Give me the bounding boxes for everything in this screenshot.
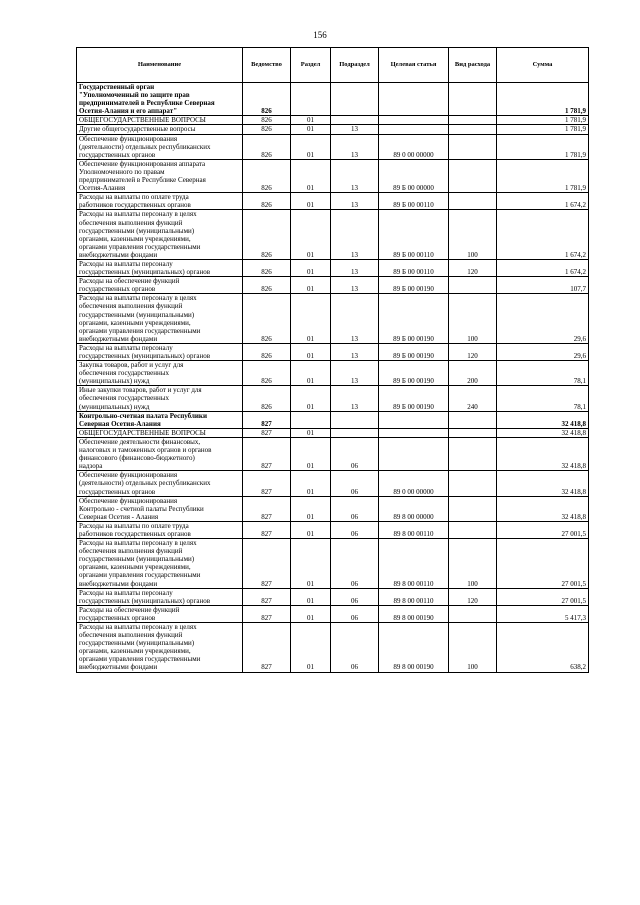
cell-exp-type: 240 [449,386,497,411]
cell-dept: 827 [243,588,291,605]
cell-section: 01 [291,605,331,622]
table-row [77,428,589,437]
cell-section: 01 [291,471,331,496]
cell-sum: 78,1 [497,386,589,411]
cell-subsection [331,83,379,116]
cell-name: Расходы на выплаты персоналу государственных (муниципальных) органов [77,588,243,605]
cell-target [379,125,449,134]
cell-sum: 1 781,9 [497,159,589,192]
table-row [77,116,589,125]
cell-sum: 27 001,5 [497,588,589,605]
cell-dept: 826 [243,125,291,134]
table-row [77,159,589,192]
cell-name: Расходы на выплаты персоналу в целях обеспечения выполнения функций государственными (муниципальными) органами, казенными учреждениями, органами управления государственными внебюджетными фондами [77,623,243,673]
cell-dept: 827 [243,496,291,521]
cell-sum: 1 781,9 [497,134,589,159]
table-row [77,83,589,116]
table-row [77,361,589,386]
cell-subsection: 06 [331,588,379,605]
cell-sum: 1 781,9 [497,116,589,125]
table-row [77,259,589,276]
cell-sum: 27 001,5 [497,521,589,538]
cell-name: ОБЩЕГОСУДАРСТВЕННЫЕ ВОПРОСЫ [77,428,243,437]
cell-exp-type: 100 [449,210,497,260]
cell-exp-type [449,428,497,437]
header-section: Раздел [291,48,331,83]
table-row [77,471,589,496]
cell-name: Контрольно-счетная палата Республики Северная Осетия-Алания [77,411,243,428]
cell-section: 01 [291,193,331,210]
table-row [77,496,589,521]
cell-sum: 78,1 [497,361,589,386]
cell-dept: 827 [243,623,291,673]
cell-name: Другие общегосударственные вопросы [77,125,243,134]
cell-exp-type [449,437,497,470]
cell-dept: 827 [243,428,291,437]
cell-name: Обеспечение функционирования Контрольно - счетной палаты Республики Северная Осетия - Алания [77,496,243,521]
cell-subsection: 13 [331,277,379,294]
cell-section [291,411,331,428]
cell-target: 89 8 00 00000 [379,496,449,521]
budget-table [76,47,589,673]
cell-sum: 32 418,8 [497,496,589,521]
cell-name: Расходы на выплаты персоналу в целях обеспечения выполнения функций государственными (муниципальными) органами, казенными учреждениями, органами управления государственными внебюджетными фондами [77,210,243,260]
cell-target: 89 8 00 00190 [379,623,449,673]
cell-dept: 826 [243,386,291,411]
cell-exp-type: 100 [449,539,497,589]
table-row [77,125,589,134]
cell-name: Обеспечение функционирования (деятельности) отдельных республиканских государственных органов [77,134,243,159]
cell-exp-type [449,277,497,294]
header-sum: Сумма [497,48,589,83]
table-row [77,134,589,159]
table-row [77,437,589,470]
cell-dept: 826 [243,116,291,125]
cell-subsection: 06 [331,437,379,470]
cell-section: 01 [291,210,331,260]
cell-target: 89 8 00 00110 [379,588,449,605]
cell-target: 89 0 00 00000 [379,471,449,496]
table-row [77,277,589,294]
cell-exp-type [449,134,497,159]
cell-subsection [331,116,379,125]
cell-dept: 826 [243,343,291,360]
cell-name: Расходы на обеспечение функций государственных органов [77,277,243,294]
cell-name: Расходы на выплаты персоналу государственных (муниципальных) органов [77,259,243,276]
cell-sum: 32 418,8 [497,471,589,496]
cell-name: Расходы на выплаты по оплате труда работников государственных органов [77,193,243,210]
cell-sum: 1 781,9 [497,125,589,134]
table-row [77,411,589,428]
cell-target: 89 Б 00 00110 [379,259,449,276]
cell-dept: 827 [243,471,291,496]
header-dept: Ведомство [243,48,291,83]
cell-target: 89 Б 00 00000 [379,159,449,192]
header-name: Наименование [77,48,243,83]
cell-exp-type [449,159,497,192]
cell-sum: 638,2 [497,623,589,673]
cell-exp-type [449,411,497,428]
cell-dept: 826 [243,210,291,260]
cell-sum: 1 674,2 [497,259,589,276]
table-row [77,623,589,673]
table-row [77,193,589,210]
cell-name: Государственный орган "Уполномоченный по защите прав предпринимателей в Республике Северная Осетия-Алания и его аппарат" [77,83,243,116]
cell-subsection: 06 [331,605,379,622]
cell-exp-type [449,605,497,622]
cell-sum: 1 781,9 [497,83,589,116]
cell-section: 01 [291,125,331,134]
cell-subsection: 06 [331,471,379,496]
table-row [77,605,589,622]
cell-exp-type [449,116,497,125]
cell-subsection: 13 [331,386,379,411]
cell-target: 89 8 00 00110 [379,521,449,538]
table-row [77,588,589,605]
cell-name: Иные закупки товаров, работ и услуг для обеспечения государственных (муниципальных) нужд [77,386,243,411]
cell-dept: 826 [243,193,291,210]
cell-subsection [331,428,379,437]
cell-section: 01 [291,496,331,521]
cell-target: 89 Б 00 00190 [379,294,449,344]
cell-section: 01 [291,294,331,344]
cell-exp-type [449,193,497,210]
cell-name: ОБЩЕГОСУДАРСТВЕННЫЕ ВОПРОСЫ [77,116,243,125]
cell-section: 01 [291,159,331,192]
cell-dept: 827 [243,411,291,428]
cell-section: 01 [291,428,331,437]
cell-section: 01 [291,277,331,294]
cell-name: Расходы на обеспечение функций государственных органов [77,605,243,622]
cell-target: 89 Б 00 00190 [379,361,449,386]
cell-name: Закупка товаров, работ и услуг для обеспечения государственных (муниципальных) нужд [77,361,243,386]
cell-target: 89 8 00 00190 [379,605,449,622]
cell-exp-type [449,83,497,116]
cell-dept: 826 [243,361,291,386]
cell-name: Обеспечение функционирования (деятельности) отдельных республиканских государственных органов [77,471,243,496]
table-row [77,386,589,411]
cell-sum: 29,6 [497,294,589,344]
cell-section: 01 [291,539,331,589]
page-number: 156 [313,30,327,40]
cell-dept: 826 [243,83,291,116]
cell-sum: 5 417,3 [497,605,589,622]
cell-name: Расходы на выплаты персоналу в целях обеспечения выполнения функций государственными (муниципальными) органами, казенными учреждениями, органами управления государственными внебюджетными фондами [77,294,243,344]
cell-sum: 32 418,8 [497,437,589,470]
cell-name: Расходы на выплаты персоналу государственных (муниципальных) органов [77,343,243,360]
cell-sum: 1 674,2 [497,210,589,260]
cell-section: 01 [291,623,331,673]
cell-section: 01 [291,437,331,470]
cell-subsection: 13 [331,134,379,159]
cell-target: 89 Б 00 00110 [379,210,449,260]
cell-sum: 32 418,8 [497,411,589,428]
cell-dept: 826 [243,134,291,159]
cell-sum: 29,6 [497,343,589,360]
cell-target [379,411,449,428]
cell-exp-type [449,125,497,134]
cell-sum: 1 674,2 [497,193,589,210]
table-body [77,83,589,673]
cell-name: Расходы на выплаты персоналу в целях обеспечения выполнения функций государственными (муниципальными) органами, казенными учреждениями, органами управления государственными внебюджетными фондами [77,539,243,589]
cell-sum: 107,7 [497,277,589,294]
cell-subsection: 06 [331,539,379,589]
cell-section: 01 [291,386,331,411]
cell-name: Обеспечение деятельности финансовых, налоговых и таможенных органов и органов финансового (финансово-бюджетного) надзора [77,437,243,470]
cell-subsection: 13 [331,210,379,260]
cell-name: Расходы на выплаты по оплате труда работников государственных органов [77,521,243,538]
cell-exp-type: 100 [449,623,497,673]
cell-sum: 32 418,8 [497,428,589,437]
cell-section: 01 [291,521,331,538]
cell-subsection: 13 [331,193,379,210]
cell-dept: 827 [243,539,291,589]
cell-target [379,116,449,125]
cell-exp-type: 200 [449,361,497,386]
cell-dept: 827 [243,437,291,470]
cell-target: 89 Б 00 00110 [379,193,449,210]
table-row [77,521,589,538]
header-exp-type: Вид расхода [449,48,497,83]
cell-subsection: 13 [331,159,379,192]
cell-section: 01 [291,588,331,605]
cell-name: Обеспечение функционирования аппарата Уполномоченного по правам предпринимателей в Республике Северная Осетия-Алания [77,159,243,192]
cell-subsection: 13 [331,294,379,344]
cell-dept: 826 [243,294,291,344]
cell-target: 89 Б 00 00190 [379,343,449,360]
cell-exp-type [449,496,497,521]
cell-dept: 827 [243,605,291,622]
cell-section: 01 [291,116,331,125]
table-row [77,210,589,260]
cell-dept: 827 [243,521,291,538]
cell-exp-type: 120 [449,588,497,605]
cell-section: 01 [291,361,331,386]
cell-section: 01 [291,259,331,276]
cell-section: 01 [291,134,331,159]
cell-dept: 826 [243,277,291,294]
cell-subsection: 13 [331,125,379,134]
cell-subsection: 06 [331,496,379,521]
cell-exp-type: 120 [449,343,497,360]
header-row [77,48,589,83]
cell-exp-type [449,521,497,538]
cell-target: 89 8 00 00110 [379,539,449,589]
cell-target [379,83,449,116]
table-row [77,343,589,360]
cell-section: 01 [291,343,331,360]
table-row [77,294,589,344]
cell-exp-type [449,471,497,496]
cell-subsection: 06 [331,623,379,673]
cell-section [291,83,331,116]
cell-subsection: 13 [331,361,379,386]
cell-target: 89 Б 00 00190 [379,386,449,411]
cell-sum: 27 001,5 [497,539,589,589]
header-subsection: Подраздел [331,48,379,83]
cell-dept: 826 [243,159,291,192]
cell-target [379,428,449,437]
cell-dept: 826 [243,259,291,276]
cell-exp-type: 120 [449,259,497,276]
cell-subsection [331,411,379,428]
cell-subsection: 13 [331,343,379,360]
cell-target: 89 0 00 00000 [379,134,449,159]
cell-subsection: 13 [331,259,379,276]
header-target: Целевая статья [379,48,449,83]
cell-subsection: 06 [331,521,379,538]
table-row [77,539,589,589]
cell-target: 89 Б 00 00190 [379,277,449,294]
cell-target [379,437,449,470]
cell-exp-type: 100 [449,294,497,344]
